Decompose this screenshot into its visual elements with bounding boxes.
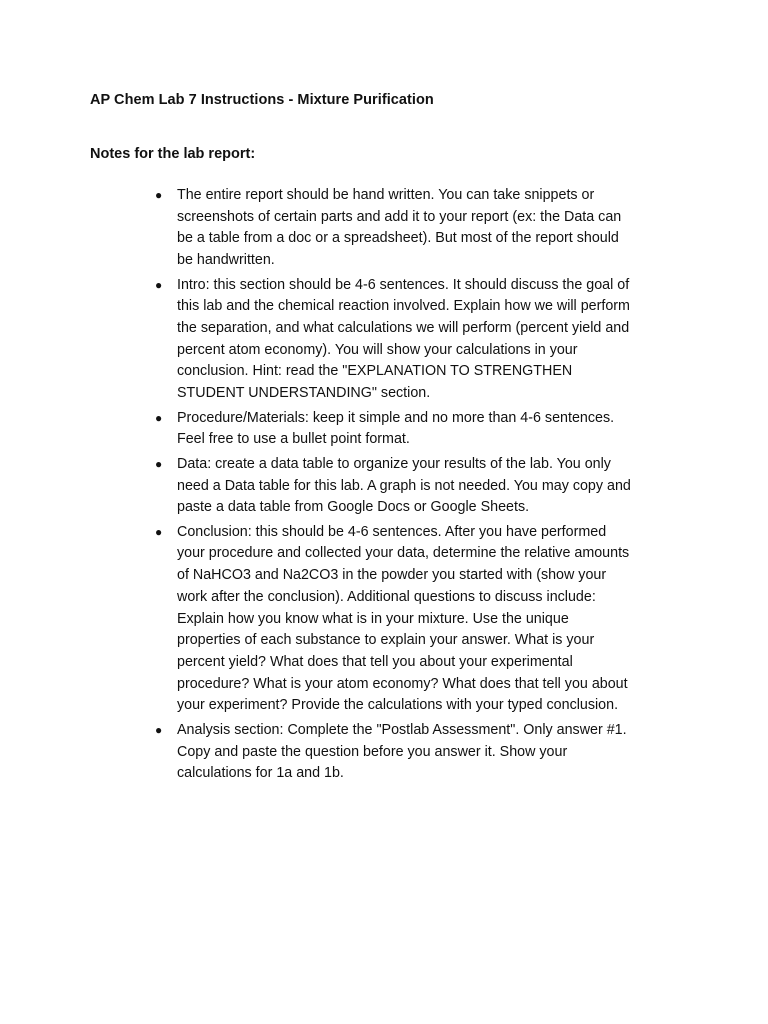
bullet-icon: ● [155, 456, 163, 471]
bullet-icon: ● [155, 277, 163, 292]
note-item-conclusion [153, 522, 633, 717]
bullet-icon: ● [155, 188, 163, 202]
note-text: The entire report should be hand written. You can take snippets or screenshots of certain parts and add it to your report (ex: the Data can be a table from a doc or a spreadsheet). But most of the report should be handwritten. [177, 187, 622, 269]
note-text: Intro: this section should be 4-6 sentences. It should discuss the goal of this lab and the chemical reaction involved. Explain how we will perform the separation, and what calculations we will perform (percent yield and percent atom economy). You will show your calculations in your conclusion. Hint: read the "EXPLANATION TO STRENGTHEN STUDENT UNDERSTANDING" section. [177, 276, 630, 402]
notes-list [153, 185, 633, 788]
note-item-analysis [153, 720, 633, 785]
note-item-procedure [153, 408, 633, 451]
document-title: AP Chem Lab 7 Instructions - Mixture Purification [90, 92, 434, 108]
note-item-intro [153, 275, 633, 405]
notes-heading: Notes for the lab report: [90, 146, 256, 162]
note-item-data [153, 454, 633, 519]
note-text: Procedure/Materials: keep it simple and no more than 4-6 sentences. Feel free to use a bullet point format. [177, 409, 615, 448]
bullet-icon: ● [155, 524, 163, 539]
bullet-icon: ● [155, 722, 163, 737]
note-text: Conclusion: this should be 4-6 sentences. After you have performed your procedure and collected your data, determine the relative amounts of NaHCO3 and Na2CO3 in the powder you started with (show your work after the conclusion). Additional questions to discuss include: Explain how you know what is in your mixture. Use the unique properties of each substance to explain your answer. What is your percent yield? What does that tell you about your experimental procedure? What is your atom economy? What does that tell you about your experiment? Provide the calculations with your typed conclusion. [177, 523, 630, 714]
note-text: Analysis section: Complete the "Postlab Assessment". Only answer #1. Copy and paste the question before you answer it. Show your calculations for 1a and 1b. [177, 721, 627, 782]
note-text: Data: create a data table to organize your results of the lab. You only need a Data table for this lab. A graph is not needed. You may copy and paste a data table from Google Docs or Google Sheets. [177, 455, 631, 516]
note-item-report-format [153, 185, 633, 272]
bullet-icon: ● [155, 410, 163, 425]
